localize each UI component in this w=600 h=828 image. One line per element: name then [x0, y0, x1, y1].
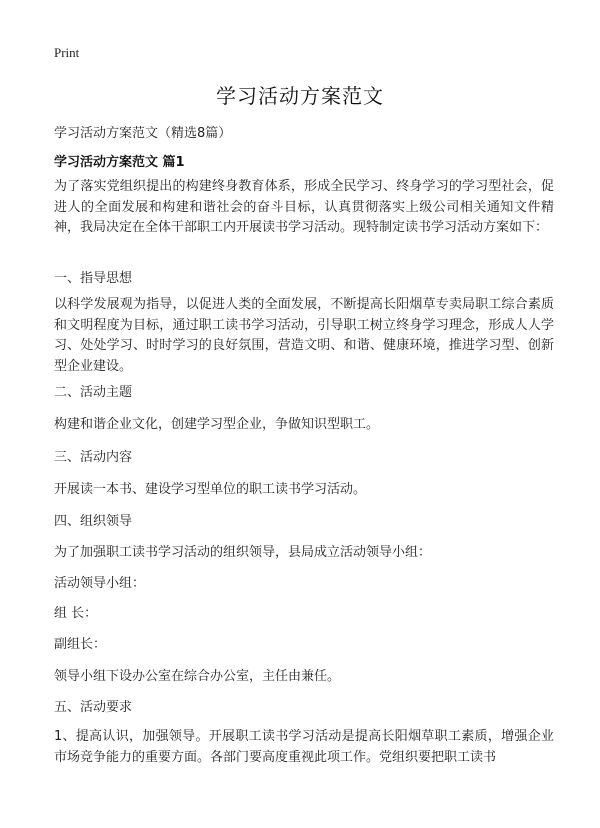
- content-paragraph: 开展读一本书、建设学习型单位的职工读书学习活动。: [54, 482, 367, 497]
- requirements-paragraph: 1、提高认识，加强领导。开展职工读书学习活动是提高长阳烟草职工素质，增强企业市场竞争能力的重要方面。各部门要高度重视此项工作。党组织要把职工读书: [54, 729, 554, 765]
- deputy-label: 副组长：: [54, 637, 107, 652]
- section-heading: 学习活动方案范文 篇1: [54, 155, 185, 170]
- org-heading: 四、组织领导: [54, 514, 133, 529]
- theme-paragraph: 构建和谐企业文化，创建学习型企业，争做知识型职工。: [54, 417, 380, 432]
- content-heading: 三、活动内容: [54, 450, 133, 465]
- theme-heading: 二、活动主题: [54, 385, 133, 400]
- org-paragraph: 为了加强职工读书学习活动的组织领导，县局成立活动领导小组：: [54, 545, 432, 560]
- intro-paragraph: 为了落实党组织提出的构建终身教育体系，形成全民学习、终身学习的学习型社会，促进人的全面发展和构建和谐社会的奋斗目标，认真贯彻落实上级公司相关通知文件精神，我局决定在全体干部职工内开展读书学习活动。现特制定读书学习活动方案如下：: [54, 179, 554, 235]
- leader-label: 组 长：: [54, 606, 98, 621]
- office-line: 领导小组下设办公室在综合办公室，主任由兼任。: [54, 669, 341, 684]
- print-link[interactable]: Print: [54, 45, 80, 60]
- requirements-heading: 五、活动要求: [54, 700, 133, 715]
- document-subtitle: 学习活动方案范文（精选8篇）: [54, 126, 232, 141]
- document-title: 学习活动方案范文: [216, 84, 384, 108]
- guide-paragraph: 以科学发展观为指导，以促进人类的全面发展，不断提高长阳烟草专卖局职工综合素质和文明程度为目标，通过职工读书学习活动，引导职工树立终身学习理念，形成人人学习、处处学习、时时学习的良好氛围，营造文明、和谐、健康环境，推进学习型、创新型企业建设。: [54, 297, 554, 374]
- guide-heading: 一、指导思想: [54, 271, 133, 286]
- group-label: 活动领导小组：: [54, 576, 146, 591]
